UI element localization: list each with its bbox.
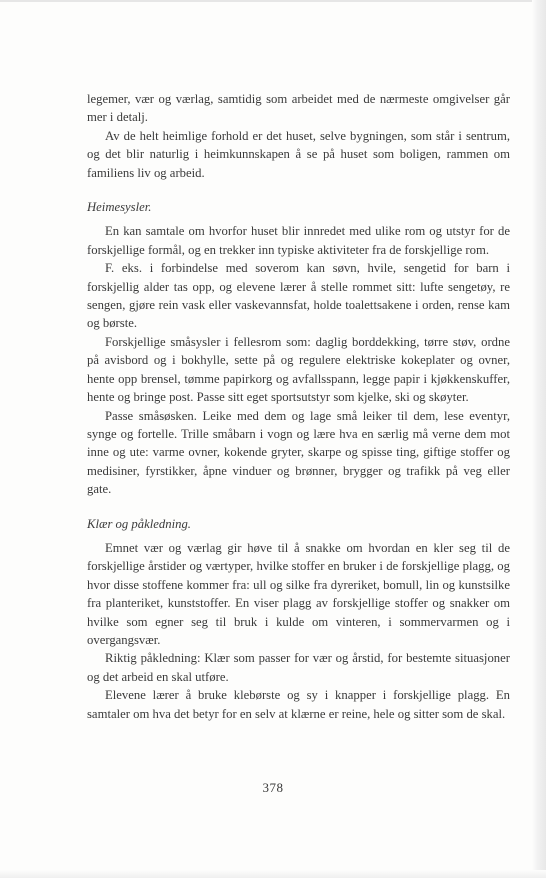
page-number: 378 [262, 780, 284, 795]
bottom-edge [0, 870, 546, 878]
paragraph: F. eks. i forbindelse med soverom kan søvn, hvile, sengetid for barn i forskjellig alder tas opp, og elevene lærer å stelle rommet sitt: lufte sengetøy, re sengen, gjøre rein vask eller vaskevannsfat, holde toalettsakene i orden, rense kam og børste. [87, 261, 510, 331]
section-heading: Heimesysler. [87, 200, 152, 215]
paragraph: En kan samtale om hvorfor huset blir innredet med ulike rom og utstyr for de forskjellige formål, og en trekker inn typiske aktiviteter fra de forskjellige rom. [87, 224, 510, 257]
paragraph: legemer, vær og værlag, samtidig som arbeidet med de nærmeste omgivelser går mer i detalj. [87, 92, 510, 125]
paragraph: Riktig påkledning: Klær som passer for vær og årstid, for bestemte situasjoner og det arbeid en skal utføre. [87, 651, 510, 684]
paragraph: Av de helt heimlige forhold er det huset, selve bygningen, som står i sentrum, og det blir naturlig i heimkunnskapen å se på huset som boligen, rammen om familiens liv og arbeid. [87, 128, 510, 180]
section-heading: Klær og påkledning. [87, 516, 191, 531]
paragraph: Emnet vær og værlag gir høve til å snakke om hvordan en kler seg til de forskjellige årstider og værtyper, hvilke stoffer en bruker i de forskjellige plagg, og hvor disse stoffene kommer fra: ull og silke fra dyreriket, bomull, lin og kunstsilke fra planteriket, kunststoffer. En viser plagg av forskjellige stoffer og snakker om hvilke som egner seg til bruk i kulde om vinteren, i sommervarmen og i overgangsvær. [87, 540, 510, 647]
paragraph: Passe småsøsken. Leike med dem og lage små leiker til dem, lese eventyr, synge og fortelle. Trille småbarn i vogn og lære hva en særlig må verne dem mot inne og ute: varme ovner, kokende gryter, skarpe og spisse ting, giftige stoffer og medisiner, fyrstikker, åpne vinduer og brønner, brygger og trafikk på veg eller gate. [87, 408, 510, 497]
top-edge [0, 0, 546, 2]
paragraph: Elevene lærer å bruke klebørste og sy i knapper i forskjellige plagg. En samtaler om hva det betyr for en selv at klærne er reine, hele og sitter som de skal. [87, 688, 510, 721]
paragraph: Forskjellige småsysler i fellesrom som: daglig borddekking, tørre støv, ordne på avisbord og i bokhylle, sette på og regulere elektriske kokeplater og ovner, hente opp brensel, tømme papirkorg og avfallsspann, legge papir i kjøkkenskuffer, hente og bringe post. Passe sitt eget sportsutstyr som kjelke, ski og skøyter. [87, 334, 510, 405]
body-text [87, 90, 510, 723]
page-edge-shadow [532, 0, 546, 878]
